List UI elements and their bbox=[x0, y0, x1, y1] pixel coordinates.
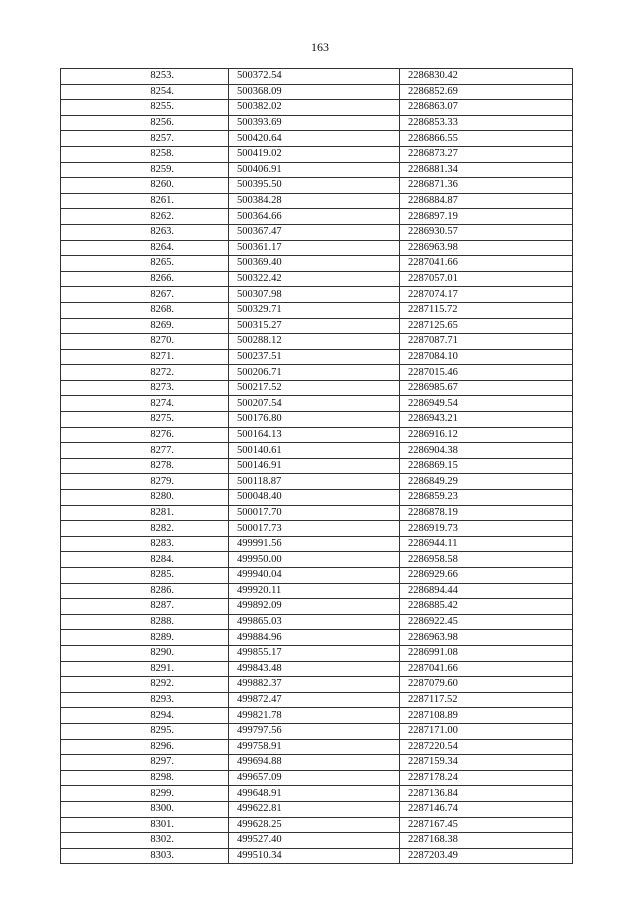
point-number-cell: 8288. bbox=[61, 614, 229, 630]
x-coordinate-cell: 499991.56 bbox=[229, 536, 400, 552]
point-number-cell: 8262. bbox=[61, 209, 229, 225]
table-row bbox=[61, 536, 573, 552]
x-coordinate-cell: 500118.87 bbox=[229, 474, 400, 490]
y-coordinate-cell: 2286919.73 bbox=[400, 521, 573, 537]
table-row bbox=[61, 162, 573, 178]
x-coordinate-cell: 500395.50 bbox=[229, 178, 400, 194]
table-row bbox=[61, 334, 573, 350]
x-coordinate-cell: 500372.54 bbox=[229, 69, 400, 85]
point-number-cell: 8297. bbox=[61, 755, 229, 771]
table-row bbox=[61, 396, 573, 412]
table-row bbox=[61, 770, 573, 786]
table-row bbox=[61, 365, 573, 381]
x-coordinate-cell: 499657.09 bbox=[229, 770, 400, 786]
y-coordinate-cell: 2286944.11 bbox=[400, 536, 573, 552]
y-coordinate-cell: 2287203.49 bbox=[400, 848, 573, 864]
y-coordinate-cell: 2287041.66 bbox=[400, 256, 573, 272]
page-number: 163 bbox=[311, 40, 329, 54]
point-number-cell: 8259. bbox=[61, 162, 229, 178]
y-coordinate-cell: 2287178.24 bbox=[400, 770, 573, 786]
table-row bbox=[61, 427, 573, 443]
y-coordinate-cell: 2287041.66 bbox=[400, 661, 573, 677]
table-row bbox=[61, 801, 573, 817]
x-coordinate-cell: 499920.11 bbox=[229, 583, 400, 599]
x-coordinate-cell: 499865.03 bbox=[229, 614, 400, 630]
y-coordinate-cell: 2286873.27 bbox=[400, 146, 573, 162]
table-row bbox=[61, 256, 573, 272]
y-coordinate-cell: 2286943.21 bbox=[400, 412, 573, 428]
table-row bbox=[61, 568, 573, 584]
table-row bbox=[61, 677, 573, 693]
table-row bbox=[61, 380, 573, 396]
x-coordinate-cell: 500207.54 bbox=[229, 396, 400, 412]
y-coordinate-cell: 2286949.54 bbox=[400, 396, 573, 412]
point-number-cell: 8282. bbox=[61, 521, 229, 537]
x-coordinate-cell: 500369.40 bbox=[229, 256, 400, 272]
y-coordinate-cell: 2286866.55 bbox=[400, 131, 573, 147]
point-number-cell: 8294. bbox=[61, 708, 229, 724]
table-row bbox=[61, 84, 573, 100]
table-row bbox=[61, 146, 573, 162]
table-row bbox=[61, 412, 573, 428]
x-coordinate-cell: 500017.70 bbox=[229, 505, 400, 521]
x-coordinate-cell: 500393.69 bbox=[229, 115, 400, 131]
point-number-cell: 8290. bbox=[61, 645, 229, 661]
point-number-cell: 8281. bbox=[61, 505, 229, 521]
point-number-cell: 8284. bbox=[61, 552, 229, 568]
y-coordinate-cell: 2286871.36 bbox=[400, 178, 573, 194]
table-row bbox=[61, 224, 573, 240]
y-coordinate-cell: 2287108.89 bbox=[400, 708, 573, 724]
x-coordinate-cell: 499821.78 bbox=[229, 708, 400, 724]
point-number-cell: 8295. bbox=[61, 723, 229, 739]
y-coordinate-cell: 2287084.10 bbox=[400, 349, 573, 365]
table-row bbox=[61, 786, 573, 802]
x-coordinate-cell: 499527.40 bbox=[229, 833, 400, 849]
x-coordinate-cell: 500384.28 bbox=[229, 193, 400, 209]
x-coordinate-cell: 500420.64 bbox=[229, 131, 400, 147]
table-row bbox=[61, 193, 573, 209]
point-number-cell: 8278. bbox=[61, 458, 229, 474]
y-coordinate-cell: 2286863.07 bbox=[400, 100, 573, 116]
point-number-cell: 8276. bbox=[61, 427, 229, 443]
table-row bbox=[61, 458, 573, 474]
y-coordinate-cell: 2287125.65 bbox=[400, 318, 573, 334]
point-number-cell: 8261. bbox=[61, 193, 229, 209]
y-coordinate-cell: 2286859.23 bbox=[400, 490, 573, 506]
point-number-cell: 8256. bbox=[61, 115, 229, 131]
y-coordinate-cell: 2286830.42 bbox=[400, 69, 573, 85]
table-row bbox=[61, 178, 573, 194]
table-row bbox=[61, 552, 573, 568]
point-number-cell: 8266. bbox=[61, 271, 229, 287]
point-number-cell: 8279. bbox=[61, 474, 229, 490]
table-row bbox=[61, 599, 573, 615]
point-number-cell: 8273. bbox=[61, 380, 229, 396]
x-coordinate-cell: 500329.71 bbox=[229, 302, 400, 318]
table-row bbox=[61, 474, 573, 490]
y-coordinate-cell: 2286881.34 bbox=[400, 162, 573, 178]
table-row bbox=[61, 708, 573, 724]
y-coordinate-cell: 2286853.33 bbox=[400, 115, 573, 131]
point-number-cell: 8270. bbox=[61, 334, 229, 350]
y-coordinate-cell: 2287074.17 bbox=[400, 287, 573, 303]
y-coordinate-cell: 2286963.98 bbox=[400, 240, 573, 256]
x-coordinate-cell: 500140.61 bbox=[229, 443, 400, 459]
y-coordinate-cell: 2287057.01 bbox=[400, 271, 573, 287]
x-coordinate-cell: 499884.96 bbox=[229, 630, 400, 646]
point-number-cell: 8287. bbox=[61, 599, 229, 615]
point-number-cell: 8268. bbox=[61, 302, 229, 318]
x-coordinate-cell: 499694.88 bbox=[229, 755, 400, 771]
point-number-cell: 8275. bbox=[61, 412, 229, 428]
y-coordinate-cell: 2287168.38 bbox=[400, 833, 573, 849]
x-coordinate-cell: 500419.02 bbox=[229, 146, 400, 162]
x-coordinate-cell: 500288.12 bbox=[229, 334, 400, 350]
y-coordinate-cell: 2286897.19 bbox=[400, 209, 573, 225]
point-number-cell: 8271. bbox=[61, 349, 229, 365]
x-coordinate-cell: 500364.66 bbox=[229, 209, 400, 225]
x-coordinate-cell: 500322.42 bbox=[229, 271, 400, 287]
x-coordinate-cell: 500048.40 bbox=[229, 490, 400, 506]
point-number-cell: 8265. bbox=[61, 256, 229, 272]
y-coordinate-cell: 2286904.38 bbox=[400, 443, 573, 459]
table-row bbox=[61, 271, 573, 287]
y-coordinate-cell: 2287015.46 bbox=[400, 365, 573, 381]
x-coordinate-cell: 499872.47 bbox=[229, 692, 400, 708]
point-number-cell: 8264. bbox=[61, 240, 229, 256]
x-coordinate-cell: 499622.81 bbox=[229, 801, 400, 817]
y-coordinate-cell: 2287220.54 bbox=[400, 739, 573, 755]
table-row bbox=[61, 240, 573, 256]
point-number-cell: 8253. bbox=[61, 69, 229, 85]
table-row bbox=[61, 318, 573, 334]
table-row bbox=[61, 69, 573, 85]
point-number-cell: 8257. bbox=[61, 131, 229, 147]
y-coordinate-cell: 2286963.98 bbox=[400, 630, 573, 646]
point-number-cell: 8277. bbox=[61, 443, 229, 459]
point-number-cell: 8283. bbox=[61, 536, 229, 552]
y-coordinate-cell: 2286991.08 bbox=[400, 645, 573, 661]
point-number-cell: 8263. bbox=[61, 224, 229, 240]
coordinates-table bbox=[60, 68, 573, 864]
point-number-cell: 8254. bbox=[61, 84, 229, 100]
table-row bbox=[61, 583, 573, 599]
table-row bbox=[61, 848, 573, 864]
y-coordinate-cell: 2286885.42 bbox=[400, 599, 573, 615]
point-number-cell: 8269. bbox=[61, 318, 229, 334]
point-number-cell: 8274. bbox=[61, 396, 229, 412]
x-coordinate-cell: 499797.56 bbox=[229, 723, 400, 739]
table-row bbox=[61, 739, 573, 755]
x-coordinate-cell: 500146.91 bbox=[229, 458, 400, 474]
point-number-cell: 8286. bbox=[61, 583, 229, 599]
x-coordinate-cell: 500361.17 bbox=[229, 240, 400, 256]
x-coordinate-cell: 499843.48 bbox=[229, 661, 400, 677]
point-number-cell: 8255. bbox=[61, 100, 229, 116]
x-coordinate-cell: 499758.91 bbox=[229, 739, 400, 755]
table-row bbox=[61, 490, 573, 506]
y-coordinate-cell: 2287171.00 bbox=[400, 723, 573, 739]
table-row bbox=[61, 287, 573, 303]
table-row bbox=[61, 630, 573, 646]
point-number-cell: 8302. bbox=[61, 833, 229, 849]
x-coordinate-cell: 499940.04 bbox=[229, 568, 400, 584]
y-coordinate-cell: 2286929.66 bbox=[400, 568, 573, 584]
x-coordinate-cell: 499855.17 bbox=[229, 645, 400, 661]
y-coordinate-cell: 2287115.72 bbox=[400, 302, 573, 318]
x-coordinate-cell: 500315.27 bbox=[229, 318, 400, 334]
table-row bbox=[61, 521, 573, 537]
y-coordinate-cell: 2286985.67 bbox=[400, 380, 573, 396]
point-number-cell: 8291. bbox=[61, 661, 229, 677]
x-coordinate-cell: 499628.25 bbox=[229, 817, 400, 833]
point-number-cell: 8285. bbox=[61, 568, 229, 584]
x-coordinate-cell: 500368.09 bbox=[229, 84, 400, 100]
table-row bbox=[61, 645, 573, 661]
table-row bbox=[61, 131, 573, 147]
table-row bbox=[61, 302, 573, 318]
y-coordinate-cell: 2287146.74 bbox=[400, 801, 573, 817]
x-coordinate-cell: 500176.80 bbox=[229, 412, 400, 428]
table-row bbox=[61, 115, 573, 131]
y-coordinate-cell: 2287167.45 bbox=[400, 817, 573, 833]
table-row bbox=[61, 349, 573, 365]
table-row bbox=[61, 692, 573, 708]
point-number-cell: 8272. bbox=[61, 365, 229, 381]
y-coordinate-cell: 2286958.58 bbox=[400, 552, 573, 568]
x-coordinate-cell: 500406.91 bbox=[229, 162, 400, 178]
y-coordinate-cell: 2287079.60 bbox=[400, 677, 573, 693]
x-coordinate-cell: 499510.34 bbox=[229, 848, 400, 864]
point-number-cell: 8289. bbox=[61, 630, 229, 646]
table-body bbox=[61, 69, 573, 864]
y-coordinate-cell: 2286916.12 bbox=[400, 427, 573, 443]
point-number-cell: 8298. bbox=[61, 770, 229, 786]
table-row bbox=[61, 723, 573, 739]
point-number-cell: 8296. bbox=[61, 739, 229, 755]
y-coordinate-cell: 2286869.15 bbox=[400, 458, 573, 474]
table-row bbox=[61, 505, 573, 521]
y-coordinate-cell: 2286852.69 bbox=[400, 84, 573, 100]
x-coordinate-cell: 500367.47 bbox=[229, 224, 400, 240]
x-coordinate-cell: 500217.52 bbox=[229, 380, 400, 396]
table-row bbox=[61, 100, 573, 116]
x-coordinate-cell: 500164.13 bbox=[229, 427, 400, 443]
x-coordinate-cell: 499950.00 bbox=[229, 552, 400, 568]
table-row bbox=[61, 209, 573, 225]
y-coordinate-cell: 2287117.52 bbox=[400, 692, 573, 708]
x-coordinate-cell: 499648.91 bbox=[229, 786, 400, 802]
y-coordinate-cell: 2286930.57 bbox=[400, 224, 573, 240]
y-coordinate-cell: 2287159.34 bbox=[400, 755, 573, 771]
point-number-cell: 8293. bbox=[61, 692, 229, 708]
y-coordinate-cell: 2286878.19 bbox=[400, 505, 573, 521]
table-row bbox=[61, 661, 573, 677]
point-number-cell: 8299. bbox=[61, 786, 229, 802]
point-number-cell: 8300. bbox=[61, 801, 229, 817]
point-number-cell: 8303. bbox=[61, 848, 229, 864]
table-row bbox=[61, 833, 573, 849]
y-coordinate-cell: 2286884.87 bbox=[400, 193, 573, 209]
y-coordinate-cell: 2286922.45 bbox=[400, 614, 573, 630]
point-number-cell: 8301. bbox=[61, 817, 229, 833]
point-number-cell: 8267. bbox=[61, 287, 229, 303]
table-row bbox=[61, 614, 573, 630]
x-coordinate-cell: 500206.71 bbox=[229, 365, 400, 381]
y-coordinate-cell: 2287136.84 bbox=[400, 786, 573, 802]
x-coordinate-cell: 499882.37 bbox=[229, 677, 400, 693]
point-number-cell: 8258. bbox=[61, 146, 229, 162]
point-number-cell: 8292. bbox=[61, 677, 229, 693]
y-coordinate-cell: 2286894.44 bbox=[400, 583, 573, 599]
point-number-cell: 8280. bbox=[61, 490, 229, 506]
x-coordinate-cell: 499892.09 bbox=[229, 599, 400, 615]
y-coordinate-cell: 2286849.29 bbox=[400, 474, 573, 490]
table-row bbox=[61, 755, 573, 771]
point-number-cell: 8260. bbox=[61, 178, 229, 194]
x-coordinate-cell: 500382.02 bbox=[229, 100, 400, 116]
table-row bbox=[61, 443, 573, 459]
x-coordinate-cell: 500307.98 bbox=[229, 287, 400, 303]
y-coordinate-cell: 2287087.71 bbox=[400, 334, 573, 350]
x-coordinate-cell: 500237.51 bbox=[229, 349, 400, 365]
table-row bbox=[61, 817, 573, 833]
x-coordinate-cell: 500017.73 bbox=[229, 521, 400, 537]
